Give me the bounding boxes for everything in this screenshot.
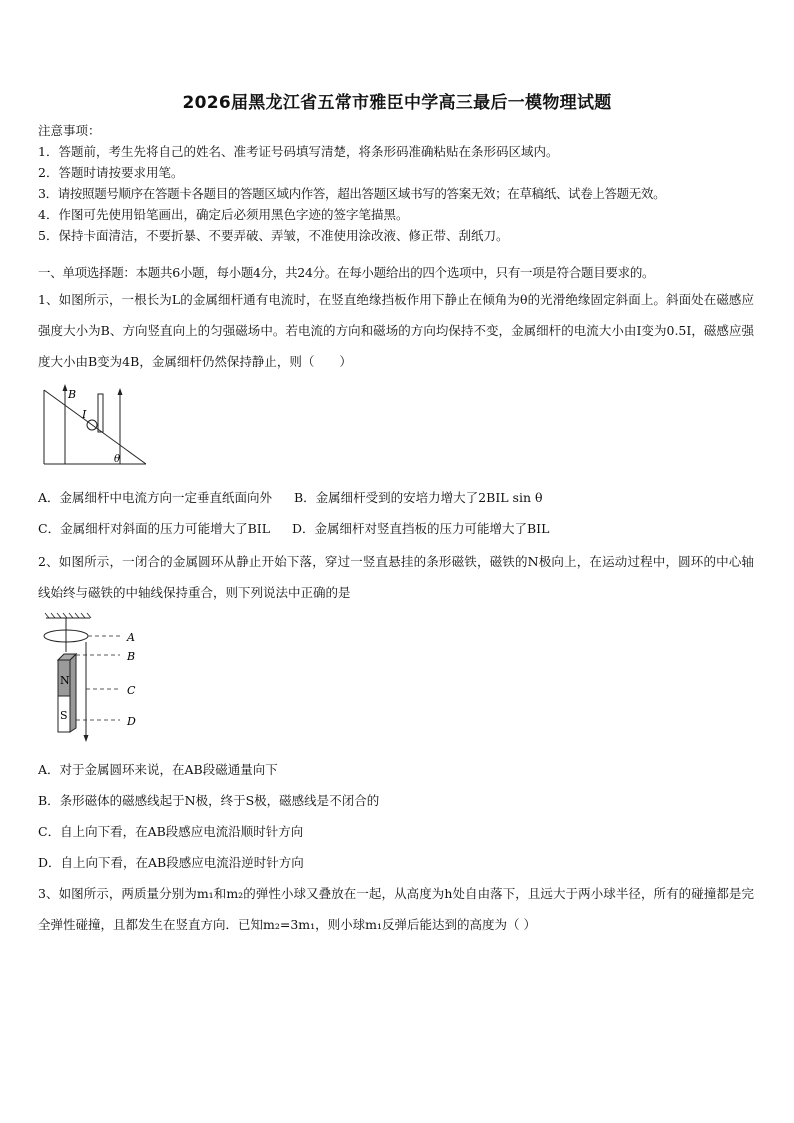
label-B: B xyxy=(127,650,136,663)
label-theta: θ xyxy=(114,454,121,465)
notice-item: 1．答题前，考生先将自己的姓名、准考证号码填写清楚，将条形码准确粘贴在条形码区域内。 xyxy=(38,144,559,159)
question-1-option-b: B．金属细杆受到的安培力增大了2BIL sin θ xyxy=(294,490,543,505)
question-2-option-b: B．条形磁体的磁感线起于N极，终于S极，磁感线是不闭合的 xyxy=(38,793,380,808)
label-N: N xyxy=(60,674,70,687)
question-2-option-a: A．对于金属圆环来说，在AB段磁通量向下 xyxy=(38,762,278,777)
label-D: D xyxy=(127,715,136,728)
vertical-baffle xyxy=(98,394,103,432)
label-B: B xyxy=(68,388,77,401)
notice-heading: 注意事项： xyxy=(38,123,101,138)
question-2-stem: 2、如图所示，一闭合的金属圆环从静止开始下落，穿过一竖直悬挂的条形磁铁，磁铁的N极向上，在运动过程中，圆环的中心轴线始终与磁铁的中轴线保持重合，则下列说法中正确的是 xyxy=(38,554,754,600)
arrowhead-icon xyxy=(63,384,68,391)
incline-line xyxy=(44,390,146,464)
notice-item: 4．作图可先使用铅笔画出，确定后必须用黑色字迹的签字笔描黑。 xyxy=(38,207,409,222)
question-2-option-d: D．自上向下看，在AB段感应电流沿逆时针方向 xyxy=(38,855,304,870)
question-3-stem: 3、如图所示，两质量分别为m₁和m₂的弹性小球又叠放在一起，从高度为h处自由落下，且远大于两小球半径，所有的碰撞都是完全弹性碰撞，且都发生在竖直方向．已知m₂=3m₁，则小球m₁反弹后能达到的高度为（ ） xyxy=(38,886,754,932)
arrowhead-icon xyxy=(118,388,123,395)
question-1-option-c: C．金属细杆对斜面的压力可能增大了BIL xyxy=(38,521,270,536)
section-heading: 一、单项选择题：本题共6小题，每小题4分，共24分。在每小题给出的四个选项中，只有一项是符合题目要求的。 xyxy=(38,265,655,280)
notice-item: 2．答题时请按要求用笔。 xyxy=(38,165,184,180)
page-title: 2026届黑龙江省五常市雅臣中学高三最后一模物理试题 xyxy=(182,93,612,113)
label-S: S xyxy=(60,709,68,722)
notice-item: 3．请按照题号顺序在答题卡各题目的答题区域内作答，超出答题区域书写的答案无效；在草稿纸、试卷上答题无效。 xyxy=(38,186,666,201)
question-1-figure xyxy=(38,382,150,468)
magnet-side-face xyxy=(70,654,76,732)
question-1-option-d: D．金属细杆对竖直挡板的压力可能增大了BIL xyxy=(291,521,550,536)
label-C: C xyxy=(127,684,136,697)
question-2-option-c: C．自上向下看，在AB段感应电流沿顺时针方向 xyxy=(38,824,304,839)
question-1-option-a: A．金属细杆中电流方向一定垂直纸面向外 xyxy=(38,490,273,505)
question-2-figure xyxy=(40,612,150,744)
question-1-stem: 1、如图所示，一根长为L的金属细杆通有电流时，在竖直绝缘挡板作用下静止在倾角为θ的光滑绝缘固定斜面上。斜面处在磁感应强度大小为B、方向竖直向上的匀强磁场中。若电流的方向和磁场的方向均保持不变，金属细杆的电流大小由I变为0.5I，磁感应强度大小由B变为4B，金属细杆仍然保持静止，则（ ） xyxy=(38,292,754,369)
notice-block xyxy=(38,120,758,246)
arrowhead-icon xyxy=(84,735,89,742)
notice-item: 5．保持卡面清洁，不要折暴、不要弄破、弄皱，不准使用涂改液、修正带、刮纸刀。 xyxy=(38,228,509,243)
label-A: A xyxy=(127,631,135,644)
label-I: I xyxy=(82,408,87,421)
